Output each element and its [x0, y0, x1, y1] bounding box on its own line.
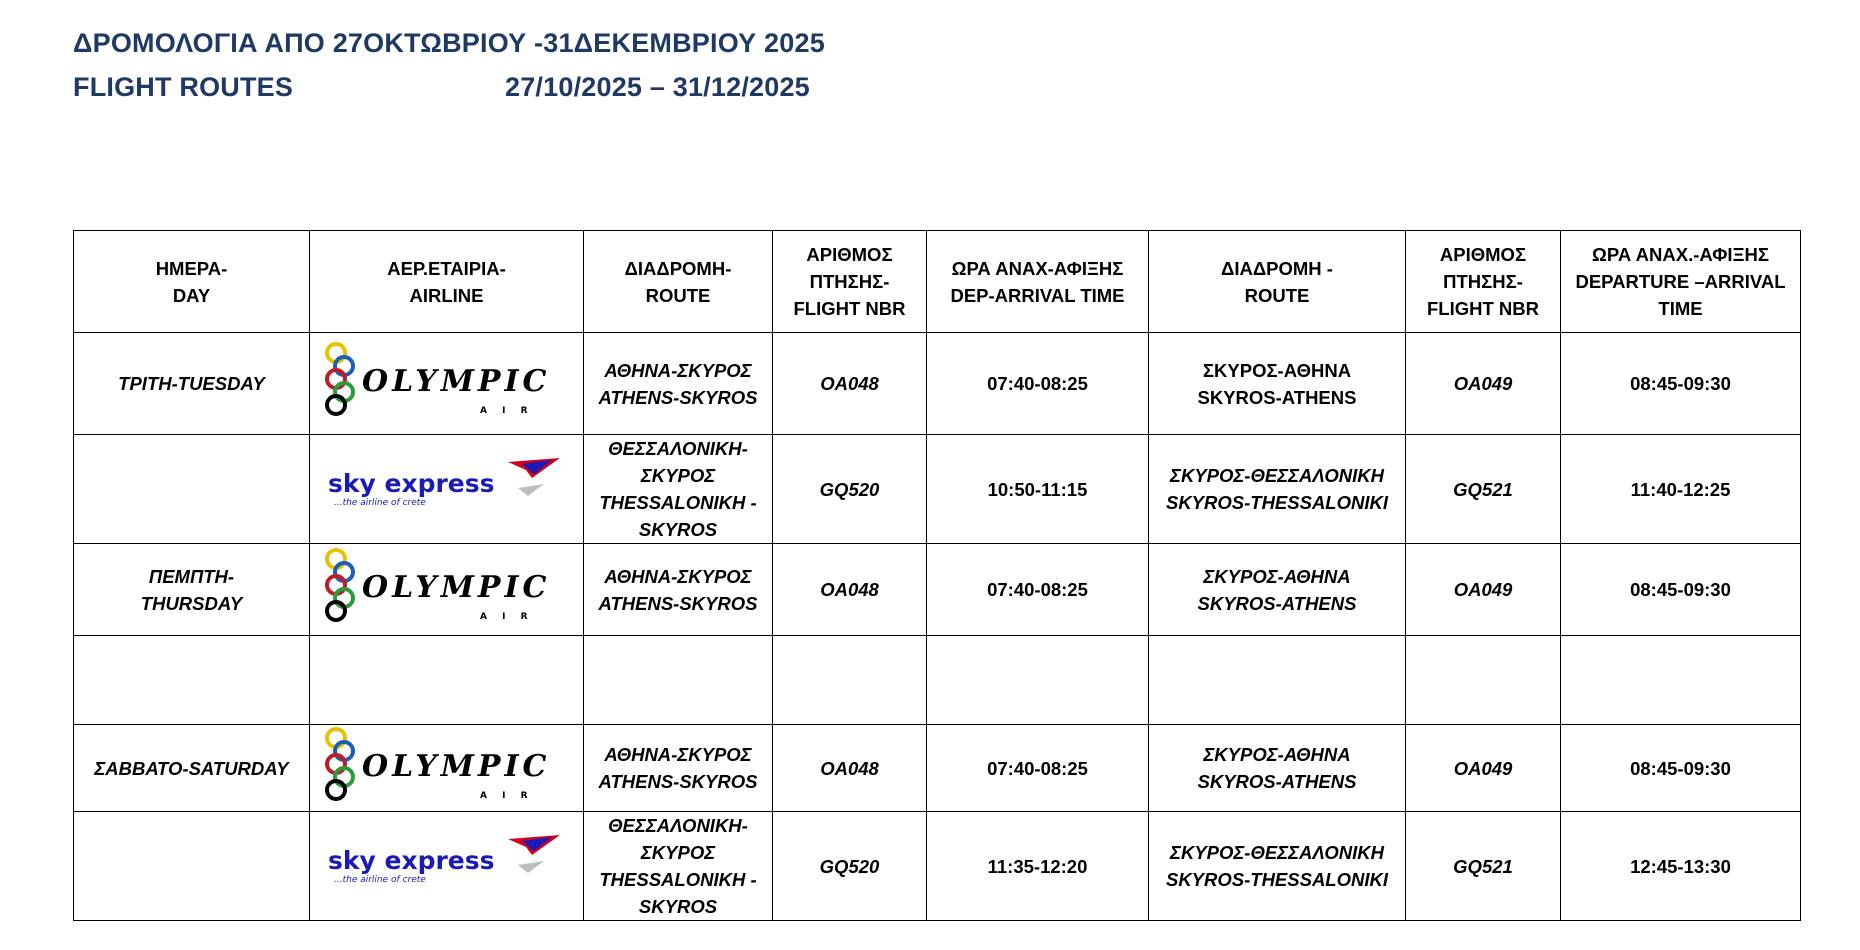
- time-out-cell: 07:40-08:25: [927, 333, 1149, 435]
- olympic-logo-subtext: A I R: [479, 790, 534, 801]
- cell-line: ΘΕΣΣΑΛΟΝΙΚΗ-: [608, 438, 748, 459]
- airline-cell: [310, 812, 584, 921]
- day-cell: [74, 725, 310, 812]
- route-in-cell: [1149, 333, 1406, 435]
- route-out-cell: [584, 812, 773, 921]
- cell-line: ΣΚΥΡΟΣ-ΘΕΣΣΑΛΟΝΙΚΗ: [1170, 465, 1384, 486]
- column-header-line: ΑΡΙΘΜΟΣ: [1439, 244, 1527, 265]
- cell-line: ΑΘΗΝΑ-ΣΚΥΡΟΣ: [604, 565, 752, 587]
- time-out-cell: 07:40-08:25: [927, 544, 1149, 636]
- column-header-line: ΩΡΑ ΑΝΑΧ.-ΑΦΙΞΗΣ: [1592, 244, 1769, 265]
- time-out-cell: 10:50-11:15: [927, 435, 1149, 544]
- column-header-line: ROUTE: [645, 284, 711, 306]
- cell-line: ΘΕΣΣΑΛΟΝΙΚΗ-: [608, 815, 748, 836]
- cell-line: SKYROS-THESSALONIKI: [1165, 492, 1389, 513]
- flight-in-cell: GQ521: [1406, 812, 1561, 921]
- airline-cell: [310, 544, 584, 636]
- airline-cell: [310, 725, 584, 812]
- flight-in-cell: OA049: [1406, 333, 1561, 435]
- route-in-cell: [1149, 636, 1406, 725]
- schedule-table: [73, 230, 1801, 921]
- column-header-flight-out: [773, 231, 927, 333]
- cell-line: ΣΚΥΡΟΣ-ΑΘΗΝΑ: [1202, 359, 1352, 381]
- time-out-cell: 11:35-12:20: [927, 812, 1149, 921]
- column-header-line: ΠΤΗΣΗΣ-: [809, 271, 890, 292]
- column-header-flight-in: [1406, 231, 1561, 333]
- time-in-cell: 11:40-12:25: [1561, 435, 1801, 544]
- cell-line: THURSDAY: [140, 592, 243, 614]
- flight-out-cell: GQ520: [773, 435, 927, 544]
- table-row: [74, 636, 1801, 725]
- column-header-time-out: [927, 231, 1149, 333]
- route-out-cell: [584, 544, 773, 636]
- flight-out-cell: OA048: [773, 544, 927, 636]
- route-in-cell: [1149, 725, 1406, 812]
- cell-line: ΑΘΗΝΑ-ΣΚΥΡΟΣ: [604, 359, 752, 381]
- time-in-cell: [1561, 636, 1801, 725]
- time-in-cell: 12:45-13:30: [1561, 812, 1801, 921]
- date-range: 27/10/2025 – 31/12/2025: [505, 72, 810, 102]
- airline-cell: [310, 333, 584, 435]
- route-in-cell: [1149, 812, 1406, 921]
- olympic-air-logo: [322, 547, 572, 625]
- cell-line: ΑΘΗΝΑ-ΣΚΥΡΟΣ: [604, 744, 752, 765]
- sky-express-logo: [322, 456, 572, 516]
- olympic-logo-text: OLYMPIC: [361, 570, 550, 605]
- column-header-line: ΔΙΑΔΡΟΜΗ-: [624, 257, 732, 279]
- olympic-logo-subtext: A I R: [479, 612, 534, 622]
- olympic-air-logo: [322, 726, 572, 804]
- sky-express-tagline: ...the airline of crete: [333, 874, 426, 885]
- flight-out-cell: GQ520: [773, 812, 927, 921]
- column-header-route-in: [1149, 231, 1406, 333]
- time-out-cell: 07:40-08:25: [927, 725, 1149, 812]
- column-header-line: ΩΡΑ ΑΝΑΧ-ΑΦΙΞΗΣ: [951, 257, 1124, 279]
- cell-line: ATHENS-SKYROS: [598, 386, 758, 408]
- flight-in-cell: GQ521: [1406, 435, 1561, 544]
- cell-line: ΣΚΥΡΟΣ: [640, 842, 716, 863]
- flight-in-cell: OA049: [1406, 725, 1561, 812]
- column-header-line: ΑΡΙΘΜΟΣ: [806, 244, 893, 265]
- route-out-cell: [584, 725, 773, 812]
- route-out-cell: [584, 636, 773, 725]
- airline-cell: [310, 435, 584, 544]
- column-header-line: FLIGHT NBR: [1426, 298, 1539, 319]
- cell-line: THESSALONIKH -: [599, 492, 757, 513]
- cell-line: ΣΚΥΡΟΣ-ΑΘΗΝΑ: [1203, 565, 1351, 587]
- column-header-line: DAY: [172, 284, 211, 306]
- table-row: [74, 435, 1801, 544]
- column-header-line: ΑΕΡ.ΕΤΑΙΡΙΑ-: [387, 257, 506, 279]
- column-header-line: ΔΙΑΔΡΟΜΗ -: [1221, 257, 1333, 279]
- cell-line: ΣΚΥΡΟΣ-ΑΘΗΝΑ: [1203, 744, 1351, 765]
- cell-line: ATHENS-SKYROS: [598, 771, 758, 792]
- route-in-cell: [1149, 544, 1406, 636]
- cell-line: ΣΑΒΒΑΤΟ-SATURDAY: [94, 757, 289, 779]
- cell-line: SKYROS: [638, 519, 718, 540]
- day-cell: [74, 812, 310, 921]
- day-cell: [74, 544, 310, 636]
- time-in-cell: 08:45-09:30: [1561, 725, 1801, 812]
- route-out-cell: [584, 333, 773, 435]
- sky-express-logo-text: sky express: [327, 845, 495, 875]
- airline-cell: [310, 636, 584, 725]
- page-title: ΔΡΟΜΟΛΟΓΙΑ ΑΠΟ 27ΟΚΤΩΒΡΙΟΥ -31ΔΕΚΕΜΒΡΙΟΥ 2025: [73, 28, 825, 58]
- column-header-airline: [310, 231, 584, 333]
- time-in-cell: 08:45-09:30: [1561, 544, 1801, 636]
- column-header-line: AIRLINE: [409, 284, 484, 306]
- table-row: [74, 544, 1801, 636]
- cell-line: SKYROS-ATHENS: [1197, 592, 1357, 614]
- sky-express-tagline: ...the airline of crete: [333, 497, 426, 508]
- column-header-day: [74, 231, 310, 333]
- route-in-cell: [1149, 435, 1406, 544]
- flight-out-cell: OA048: [773, 725, 927, 812]
- sky-express-logo: [322, 833, 572, 893]
- header-row: [74, 231, 1801, 333]
- olympic-logo-text: OLYMPIC: [361, 748, 550, 784]
- column-header-time-in: [1561, 231, 1801, 333]
- subtitle-label: FLIGHT ROUTES: [73, 72, 294, 102]
- route-out-cell: [584, 435, 773, 544]
- cell-line: ATHENS-SKYROS: [598, 592, 758, 614]
- cell-line: ΣΚΥΡΟΣ-ΘΕΣΣΑΛΟΝΙΚΗ: [1170, 842, 1384, 863]
- column-header-line: ROUTE: [1244, 284, 1310, 306]
- time-out-cell: [927, 636, 1149, 725]
- sky-express-wing-shadow-icon: [518, 861, 544, 873]
- cell-line: SKYROS-ATHENS: [1197, 771, 1357, 792]
- day-cell: [74, 636, 310, 725]
- table-row: [74, 725, 1801, 812]
- flight-in-cell: [1406, 636, 1561, 725]
- cell-line: ΣΚΥΡΟΣ: [640, 465, 716, 486]
- schedule-body: [74, 333, 1801, 921]
- time-in-cell: 08:45-09:30: [1561, 333, 1801, 435]
- column-header-line: FLIGHT NBR: [793, 298, 906, 319]
- cell-line: SKYROS-ATHENS: [1197, 386, 1357, 408]
- column-header-line: DEPARTURE –ARRIVAL: [1575, 271, 1786, 292]
- cell-line: ΠΕΜΠΤΗ-: [148, 565, 235, 587]
- day-cell: [74, 333, 310, 435]
- olympic-logo-text: OLYMPIC: [361, 364, 550, 399]
- flight-out-cell: OA048: [773, 333, 927, 435]
- cell-line: SKYROS: [638, 896, 718, 917]
- column-header-line: ΗΜΕΡΑ-: [155, 257, 228, 279]
- olympic-logo-subtext: A I R: [479, 406, 534, 416]
- flight-in-cell: OA049: [1406, 544, 1561, 636]
- table-row: [74, 333, 1801, 435]
- column-header-line: TIME: [1658, 298, 1703, 319]
- flight-out-cell: [773, 636, 927, 725]
- column-header-route-out: [584, 231, 773, 333]
- cell-line: SKYROS-THESSALONIKI: [1165, 869, 1389, 890]
- page-subtitle: [73, 72, 810, 103]
- sky-express-wing-shadow-icon: [518, 484, 544, 496]
- sky-express-logo-text: sky express: [327, 468, 495, 498]
- day-cell: [74, 435, 310, 544]
- table-row: [74, 812, 1801, 921]
- cell-line: THESSALONIKH -: [599, 869, 757, 890]
- cell-line: ΤΡΙΤΗ-TUESDAY: [118, 373, 265, 394]
- column-header-line: DEP-ARRIVAL TIME: [950, 284, 1125, 306]
- column-header-line: ΠΤΗΣΗΣ-: [1443, 271, 1523, 292]
- olympic-air-logo: [322, 341, 572, 419]
